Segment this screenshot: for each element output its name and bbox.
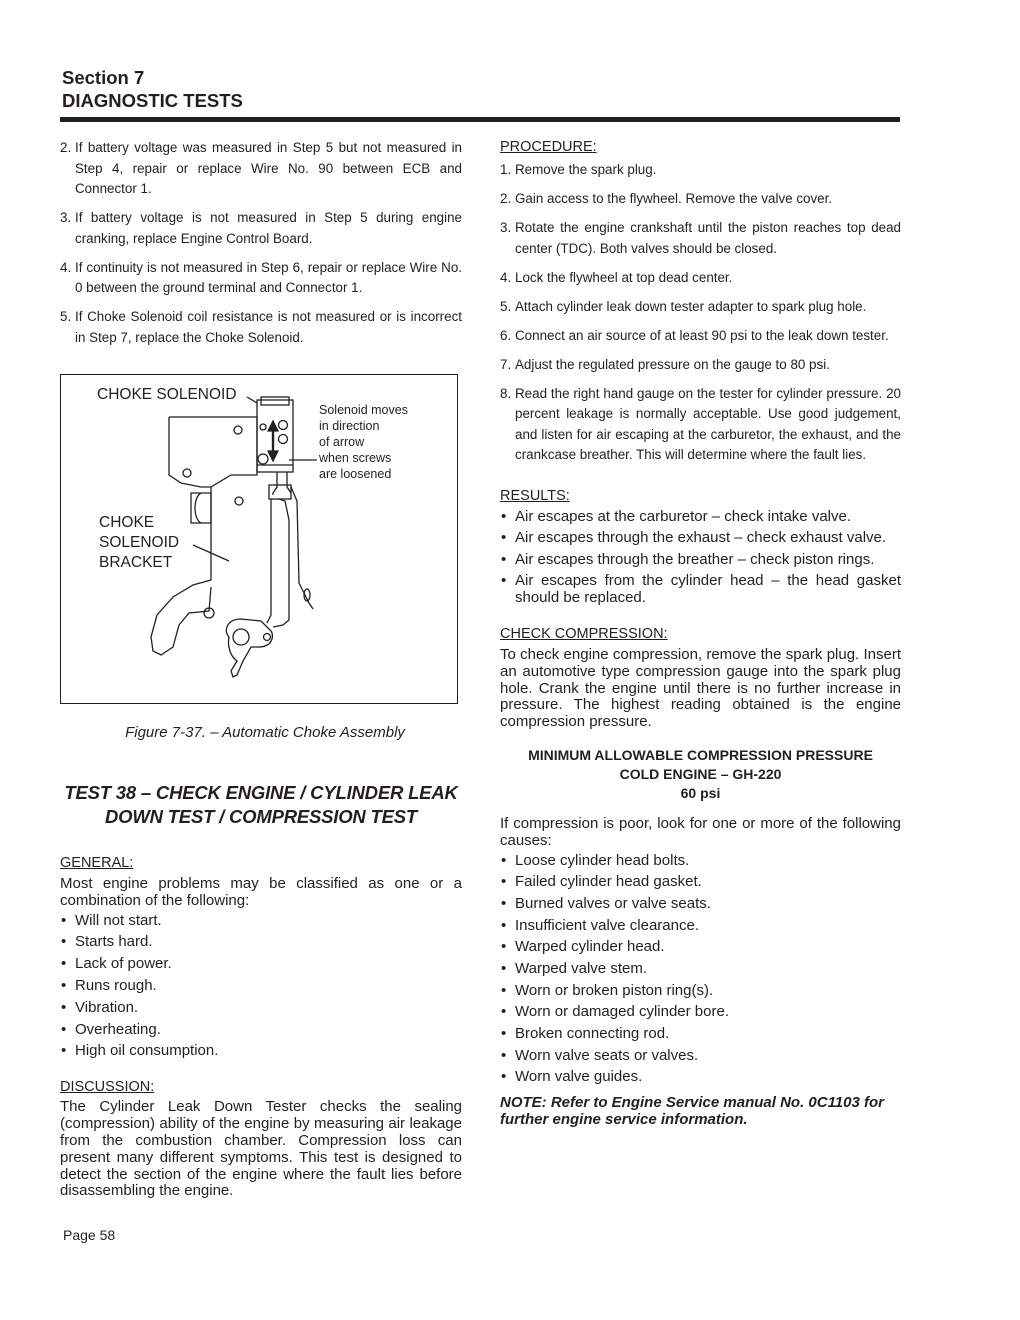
choke-assembly-figure xyxy=(60,374,458,704)
general-heading: GENERAL: xyxy=(60,855,134,871)
list-item: • Failed cylinder head gasket. xyxy=(500,873,901,890)
check-compression-heading: CHECK COMPRESSION: xyxy=(500,626,668,642)
list-item: • Lack of power. xyxy=(60,955,462,972)
discussion-text: The Cylinder Leak Down Tester checks the sealing (compression) ability of the engine by measuring air leakage from the combustion chamber. Compression loss can present many different symptoms. This test is designed to detect the section of the engine where the fault lies before disassembling the engine. xyxy=(60,1098,462,1200)
list-item: 4. Lock the flywheel at top dead center. xyxy=(500,269,733,285)
procedure-heading: PROCEDURE: xyxy=(500,139,597,155)
procedure-list xyxy=(500,160,901,466)
list-item: • Air escapes through the exhaust – check exhaust valve. xyxy=(500,529,901,546)
section-number: Section 7 xyxy=(62,67,145,88)
list-item: • Warped cylinder head. xyxy=(500,938,901,955)
header-rule xyxy=(60,117,900,122)
compression-text: To check engine compression, remove the spark plug. Insert an automotive type compression gauge into the spark plug hole. Crank the engine until there is no further increase in pressure. The highest reading obtained is the engine compression pressure. xyxy=(500,646,901,731)
bracket-label-line-1: CHOKE xyxy=(99,514,155,531)
section-header xyxy=(62,66,902,112)
figure-caption: Figure 7-37. – Automatic Choke Assembly xyxy=(125,724,405,741)
list-item: • Worn or damaged cylinder bore. xyxy=(500,1003,901,1020)
list-item: • Burned valves or valve seats. xyxy=(500,895,901,912)
list-item: 7. Adjust the regulated pressure on the gauge to 80 psi. xyxy=(500,356,830,372)
list-item: • Worn or broken piston ring(s). xyxy=(500,982,901,999)
list-item: • Broken connecting rod. xyxy=(500,1025,901,1042)
list-item: • Will not start. xyxy=(60,912,462,929)
list-item: 2. Gain access to the flywheel. Remove the valve cover. xyxy=(500,191,833,206)
list-item: 1. Remove the spark plug. xyxy=(500,162,657,177)
list-item: • Overheating. xyxy=(60,1021,462,1038)
list-item: • Worn valve seats or valves. xyxy=(500,1047,901,1064)
bracket-label-line-2: SOLENOID xyxy=(99,534,180,551)
poor-compression-intro: If compression is poor, look for one or more of the following causes: xyxy=(500,814,901,849)
list-item: • Insufficient valve clearance. xyxy=(500,917,901,934)
choke-solenoid-label: CHOKE SOLENOID xyxy=(97,386,237,403)
solenoid-note: Solenoid moves in direction of arrow when screws are loosened xyxy=(319,403,408,481)
list-item: • Air escapes from the cylinder head – the head gasket should be replaced. xyxy=(500,572,901,606)
page-number: Page 58 xyxy=(63,1227,116,1243)
minimum-compression-spec: MINIMUM ALLOWABLE COMPRESSION PRESSURE COLD ENGINE – GH-220 60 psi xyxy=(528,746,873,801)
list-item: 2. If battery voltage was measured in Step 5 but not measured in Step 4, repair or replace Wire No. 90 between ECB and Connector 1. xyxy=(60,140,462,196)
list-item: • High oil consumption. xyxy=(60,1042,462,1059)
discussion-heading: DISCUSSION: xyxy=(60,1079,155,1096)
section-title: DIAGNOSTIC TESTS xyxy=(62,90,243,111)
list-item: 5. If Choke Solenoid coil resistance is not measured or is incorrect in Step 7, replace the Choke Solenoid. xyxy=(60,309,462,345)
list-item: 6. Connect an air source of at least 90 psi to the leak down tester. xyxy=(500,327,889,343)
results-list xyxy=(500,508,901,607)
list-item: 4. If continuity is not measured in Step 6, repair or replace Wire No. 0 between the ground terminal and Connector 1. xyxy=(60,259,462,295)
causes-list xyxy=(500,852,901,1086)
list-item: 8. Read the right hand gauge on the tester for cylinder pressure. 20 percent leakage is normally acceptable. Use good judgement, and listen for air escaping at the carburetor, the exhaust, and the crankcase breather. This will determine where the fault lies. xyxy=(500,385,901,462)
list-item: • Starts hard. xyxy=(60,933,462,950)
list-item: 3. If battery voltage is not measured in Step 5 during engine cranking, replace Engine Control Board. xyxy=(60,210,462,246)
results-heading: RESULTS: xyxy=(500,487,570,504)
list-item: • Air escapes through the breather – check piston rings. xyxy=(500,551,901,568)
list-item: • Loose cylinder head bolts. xyxy=(500,852,901,869)
list-item: 3. Rotate the engine crankshaft until the piston reaches top dead center (TDC). Both valves should be closed. xyxy=(500,220,901,256)
general-intro: Most engine problems may be classified as one or a combination of the following: xyxy=(60,875,462,909)
right-column xyxy=(500,138,901,1128)
list-item: • Runs rough. xyxy=(60,977,462,994)
list-item: • Air escapes at the carburetor – check intake valve. xyxy=(500,508,901,525)
list-item: • Warped valve stem. xyxy=(500,960,901,977)
list-item: • Worn valve guides. xyxy=(500,1068,901,1085)
service-manual-note: NOTE: Refer to Engine Service manual No. 0C1103 for further engine service information. xyxy=(500,1094,884,1129)
bracket-label-line-3: BRACKET xyxy=(99,554,173,571)
list-item: 5. Attach cylinder leak down tester adapter to spark plug hole. xyxy=(500,298,867,314)
test-title: TEST 38 – CHECK ENGINE / CYLINDER LEAK DOWN TEST / COMPRESSION TEST xyxy=(64,782,458,827)
left-column xyxy=(60,138,462,1200)
general-list xyxy=(60,912,462,1060)
left-steps-list xyxy=(60,138,462,348)
list-item: • Vibration. xyxy=(60,999,462,1016)
